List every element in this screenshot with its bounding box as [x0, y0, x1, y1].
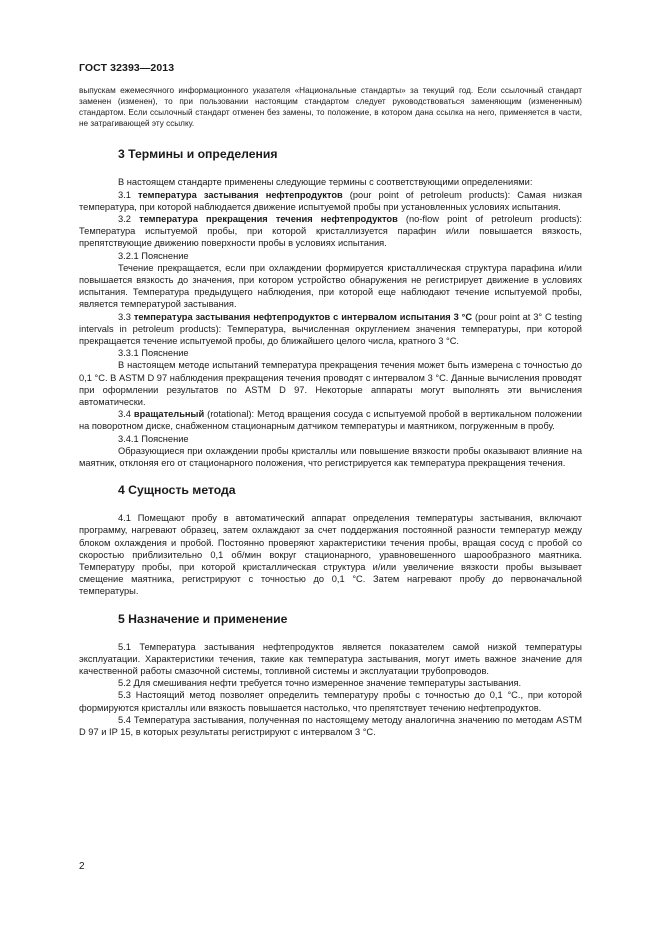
- term-3-1-number: 3.1: [118, 189, 131, 200]
- section-4-heading: 4 Сущность метода: [118, 483, 236, 498]
- term-3-3-title: температура застывания нефтепродуктов с интервалом испытания 3 °С: [133, 311, 473, 322]
- section-3-heading: 3 Термины и определения: [118, 147, 278, 162]
- note-3-4-1-title: 3.4.1 Пояснение: [118, 433, 189, 444]
- term-3-2-definition: (no-flow point of petroleum products): Температура испытуемой пробы, при которой кристаллизуется парафин и/или повышается вязкость, препятствующие движению поверхности пробы в условиях испытания.: [79, 213, 582, 249]
- term-3-2: [79, 213, 582, 250]
- term-3-4-definition: (rotational): Метод вращения сосуда с испытуемой пробой в вертикальном положении на поворотном диске, снабженном стационарным датчиком температуры и маятником, погруженным в пробу.: [79, 409, 582, 432]
- paragraph-4-1: 4.1 Помещают пробу в автоматический аппарат определения температуры застывания, включают программу, нагревают образец, затем охлаждают за счет поддержания постоянной разности температур между блоком охлаждения и пробой. Постоянно проверяют характеристики течения пробы, вращая сосуд с пробой со скоростью приблизительно 0,1 об/мин вокруг стационарного, уравновешенного шарообразного маятника. Температуру пробы, при которой кристаллическая структура и/или увеличение вязкости пробы вызывает смещение маятника, регистрируют с точностью до 0,1 °С. Затем нагревают пробу до первоначальной температуры.: [79, 513, 582, 597]
- term-3-3: [79, 311, 582, 348]
- paragraph-5-3: 5.3 Настоящий метод позволяет определить температуру пробы с точностью до 0,1 °С., при которой формируются кристаллы или вязкость повышается настолько, что препятствует течению нефтепродуктов.: [79, 690, 582, 713]
- section-5-heading: 5 Назначение и применение: [118, 611, 288, 626]
- term-3-3-definition: (pour point at 3° С testing intervals in petroleum products): Температура, вычисленная округлением значения температуры, при которой прекращается течение испытуемой пробы, до ближайшего целого числа, кратного 3 °С.: [79, 311, 582, 347]
- paragraph-5-2: 5.2 Для смешивания нефти требуется точно измеренное значение температуры застывания.: [118, 678, 522, 689]
- term-3-4-number: 3.4: [118, 409, 131, 420]
- note-3-2-1-text: Течение прекращается, если при охлаждении формируется кристаллическая структура парафина и/или повышается вязкость до значения, при котором устройство обнаружения не регистрирует движение в условиях испытания. Температура предыдущего наблюдения, при которой еще наблюдают течение испытуемой пробы, является температурой застывания.: [79, 262, 582, 310]
- page-content: [79, 85, 582, 738]
- note-3-4-1-text: Образующиеся при охлаждении пробы кристаллы или повышение вязкости пробы оказывают влияние на маятник, отклоняя его от стационарного положения, что регистрируется как температура прекращения течения.: [79, 445, 582, 469]
- paragraph-5-1: 5.1 Температура застывания нефтепродуктов является показателем самой низкой температуры эксплуатации. Характеристики течения, такие как температура застывания, могут иметь важное значение для качественной работы смазочной системы, топливной системы и эксплуатации трубопроводов.: [79, 641, 582, 677]
- intro-paragraph: выпускам ежемесячного информационного указателя «Национальные стандарты» за текущий год. Если ссылочный стандарт заменен (изменен), то при пользовании настоящим стандартом следует руководствоваться заменяющим (измененным) стандартом. Если ссылочный стандарт отменен без замены, то положение, в котором дана ссылка на него, применяется в части, не затрагивающей эту ссылку.: [79, 86, 582, 129]
- term-3-2-number: 3.2: [118, 213, 131, 224]
- note-3-2-1-title: 3.2.1 Пояснение: [118, 250, 189, 261]
- term-3-4: [79, 408, 582, 432]
- note-3-3-1-title: 3.3.1 Пояснение: [118, 348, 189, 359]
- paragraph-5-4: 5.4 Температура застывания, полученная по настоящему методу аналогична значению по методам ASTM D 97 и IP 15, в которых результаты регистрируют с интервалом 3 °С.: [79, 714, 582, 738]
- term-3-3-number: 3.3: [118, 311, 131, 322]
- note-3-3-1-text: В настоящем методе испытаний температура прекращения течения может быть измерена с точностью до 0,1 °С. В ASTM D 97 наблюдения прекращения течения проводят с интервалом 3 °С. Данные вычисления проводят при оформлении результатов по ASTM D 97. Некоторые аппараты могут выполнять эти вычисления автоматически.: [79, 360, 582, 408]
- section-3-intro: В настоящем стандарте применены следующие термины с соответствующими определениями:: [118, 177, 533, 188]
- term-3-1-definition: (pour point of petroleum products): Самая низкая температура, при которой наблюдается движение испытуемой пробы при установленных условиях испытания.: [79, 189, 582, 212]
- term-3-2-title: температура прекращения течения нефтепродуктов: [139, 213, 398, 224]
- page-number: 2: [79, 861, 85, 872]
- term-3-1-title: температура застывания нефтепродуктов: [137, 189, 343, 200]
- term-3-1: [79, 189, 582, 213]
- document-header: ГОСТ 32393—2013: [79, 62, 175, 74]
- term-3-4-title: вращательный: [133, 409, 205, 420]
